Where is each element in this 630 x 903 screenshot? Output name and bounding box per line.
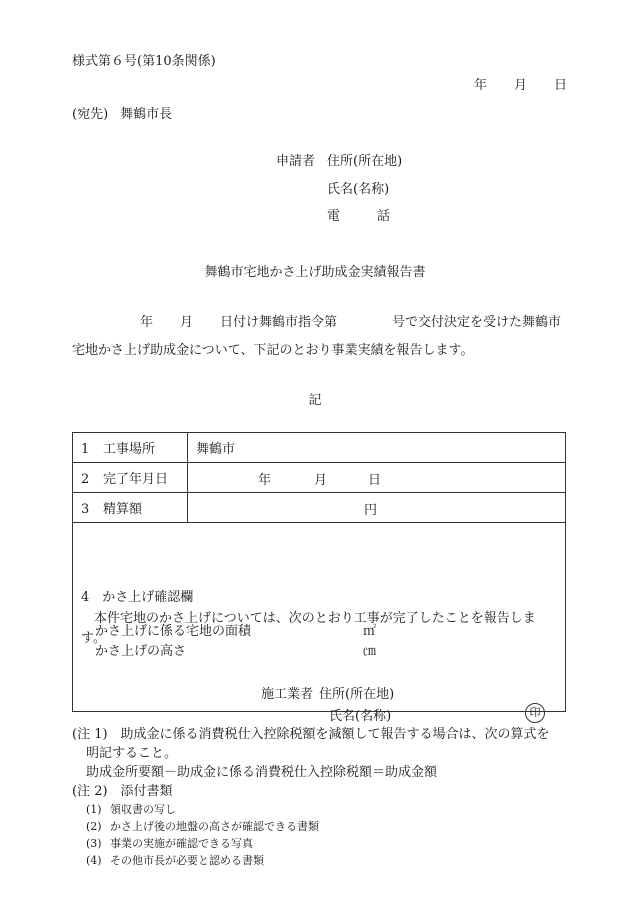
confirmation-text: 本件宅地のかさ上げについては、次のとおり工事が完了したことを報告します。 bbox=[81, 610, 536, 646]
height-unit: ㎝ bbox=[363, 644, 377, 659]
addressee-name: 舞鶴市長 bbox=[120, 107, 173, 122]
area-label: かさ上げに係る宅地の面積 bbox=[95, 624, 252, 639]
yen-unit: 円 bbox=[364, 502, 378, 518]
date-year: 年 bbox=[474, 78, 488, 93]
construction-site-value[interactable]: 舞鶴市 bbox=[188, 433, 566, 463]
completion-year: 年 bbox=[258, 472, 272, 488]
body-month: 月 bbox=[180, 315, 194, 330]
table-row bbox=[73, 433, 566, 463]
settlement-amount-value[interactable] bbox=[188, 493, 566, 523]
addressee bbox=[72, 103, 172, 122]
height-label: かさ上げの高さ bbox=[95, 644, 187, 659]
document-title: 舞鶴市宅地かさ上げ助成金実績報告書 bbox=[204, 265, 426, 280]
contractor-name-label: 氏名(名称) bbox=[329, 709, 392, 724]
table-row bbox=[73, 493, 566, 523]
attachment-text: かさ上げ後の地盤の高さが確認できる書類 bbox=[110, 820, 319, 833]
body-line-2: 宅地かさ上げ助成金について、下記のとおり事業実績を報告します。 bbox=[72, 343, 474, 358]
contractor-address-label: 住所(所在地) bbox=[319, 687, 395, 702]
contractor-label: 施工業者 bbox=[261, 687, 314, 702]
confirmation-cell bbox=[73, 523, 566, 724]
attachment-text: 事業の実施が確認できる写真 bbox=[110, 837, 253, 850]
body-day-ref: 日付け舞鶴市指令第 bbox=[220, 315, 338, 330]
row-number: 1 bbox=[81, 442, 90, 457]
row-number: 3 bbox=[81, 502, 90, 517]
note-1-formula: 助成金所要額－助成金に係る消費税仕入控除税額＝助成金額 bbox=[86, 765, 438, 780]
applicant-name-label: 氏名(名称) bbox=[327, 182, 390, 197]
row-label-text: 工事場所 bbox=[103, 442, 156, 457]
table-row bbox=[73, 463, 566, 493]
row-label-text: 完了年月日 bbox=[103, 472, 169, 487]
attachment-item bbox=[72, 818, 550, 835]
area-unit: ㎡ bbox=[363, 624, 377, 639]
notes bbox=[72, 725, 550, 869]
attachment-item bbox=[72, 835, 550, 852]
applicant-phone-label: 電 話 bbox=[327, 209, 403, 224]
attachment-item bbox=[72, 852, 550, 869]
body-year: 年 bbox=[140, 315, 154, 330]
confirmation-section bbox=[73, 523, 566, 712]
note-1-line-1: (注 1) 助成金に係る消費税仕入控除税額を減額して報告する場合は、次の算式を bbox=[72, 727, 550, 742]
completion-month: 月 bbox=[314, 472, 328, 488]
completion-day: 日 bbox=[368, 472, 382, 488]
date-day: 日 bbox=[554, 78, 568, 93]
body-number-suffix: 号で交付決定を受けた舞鶴市 bbox=[392, 315, 562, 330]
row-label bbox=[73, 493, 188, 523]
attachment-number: (1) bbox=[86, 803, 102, 816]
attachment-number: (3) bbox=[86, 837, 102, 850]
note-1-line-2: 明記すること。 bbox=[86, 746, 178, 761]
note-2-title: (注 2) 添付書類 bbox=[72, 784, 173, 799]
attachment-text: 領収書の写し bbox=[110, 803, 176, 816]
form-number: 様式第６号(第10条関係) bbox=[72, 54, 216, 69]
attachment-item bbox=[72, 801, 550, 818]
addressee-label: (宛先) bbox=[72, 107, 109, 122]
body-line-1 bbox=[72, 311, 572, 329]
attachment-number: (2) bbox=[86, 820, 102, 833]
confirmation-title: 4 かさ上げ確認欄 bbox=[81, 589, 194, 605]
applicant-address-label: 住所(所在地) bbox=[327, 154, 403, 169]
row-label bbox=[73, 463, 188, 493]
row-label bbox=[73, 433, 188, 463]
row-label-text: 精算額 bbox=[103, 502, 143, 517]
applicant-label: 申請者 bbox=[276, 154, 316, 169]
attachment-number: (4) bbox=[86, 854, 102, 867]
row-number: 2 bbox=[81, 472, 90, 487]
completion-date-value[interactable] bbox=[188, 463, 566, 493]
ki-heading: 記 bbox=[308, 393, 322, 408]
date-month: 月 bbox=[514, 78, 528, 93]
attachment-text: その他市長が必要と認める書類 bbox=[110, 854, 264, 867]
report-table bbox=[72, 432, 566, 724]
seal-icon: 印 bbox=[525, 703, 545, 723]
